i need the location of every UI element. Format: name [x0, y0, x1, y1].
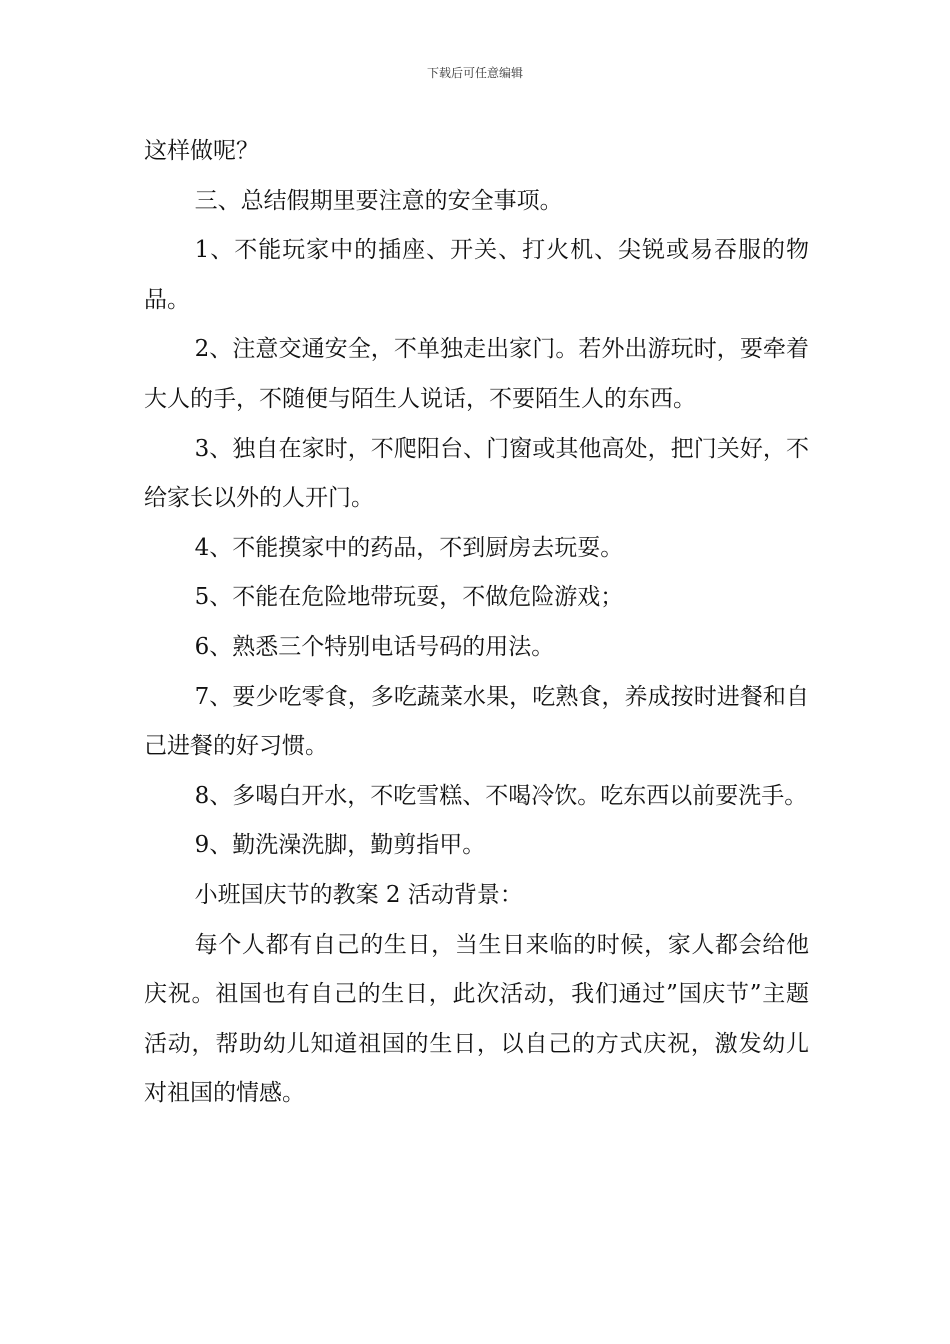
paragraph-5: 3、独自在家时，不爬阳台、门窗或其他高处，把门关好，不给家长以外的人开门。 — [144, 435, 809, 512]
paragraph-12: 小班国庆节的教案 2 活动背景： — [194, 881, 523, 908]
paragraph-10: 8、多喝白开水，不吃雪糕、不喝冷饮。吃东西以前要洗手。 — [194, 782, 808, 809]
paragraph-7: 5、不能在危险地带玩耍，不做危险游戏； — [194, 584, 624, 611]
paragraph-6: 4、不能摸家中的药品，不到厨房去玩耍。 — [194, 534, 624, 561]
paragraph-8: 6、熟悉三个特别电话号码的用法。 — [194, 633, 555, 660]
paragraph-3: 1、不能玩家中的插座、开关、打火机、尖锐或易吞服的物品。 — [144, 237, 809, 313]
paragraph-1: 这样做呢？ — [144, 138, 259, 164]
paragraph-11: 9、勤洗澡洗脚，勤剪指甲。 — [194, 832, 486, 859]
paragraph-9: 7、要少吃零食，多吃蔬菜水果，吃熟食，养成按时进餐和自己进餐的好习惯。 — [144, 683, 809, 760]
page-header: 下载后可任意编辑 — [426, 66, 523, 80]
paragraph-4: 2、注意交通安全，不单独走出家门。若外出游玩时，要牵着大人的手，不随便与陌生人说话，不要陌生人的东西。 — [144, 336, 809, 412]
paragraph-13: 每个人都有自己的生日，当生日来临的时候，家人都会给他庆祝。祖国也有自己的生日，此次活动，我们通过”国庆节”主题活动，帮助幼儿知道祖国的生日，以自己的方式庆祝，激发幼儿对祖国的情感。 — [144, 931, 809, 1107]
paragraph-2: 三、总结假期里要注意的安全事项。 — [194, 187, 563, 214]
document-body — [144, 127, 809, 1119]
